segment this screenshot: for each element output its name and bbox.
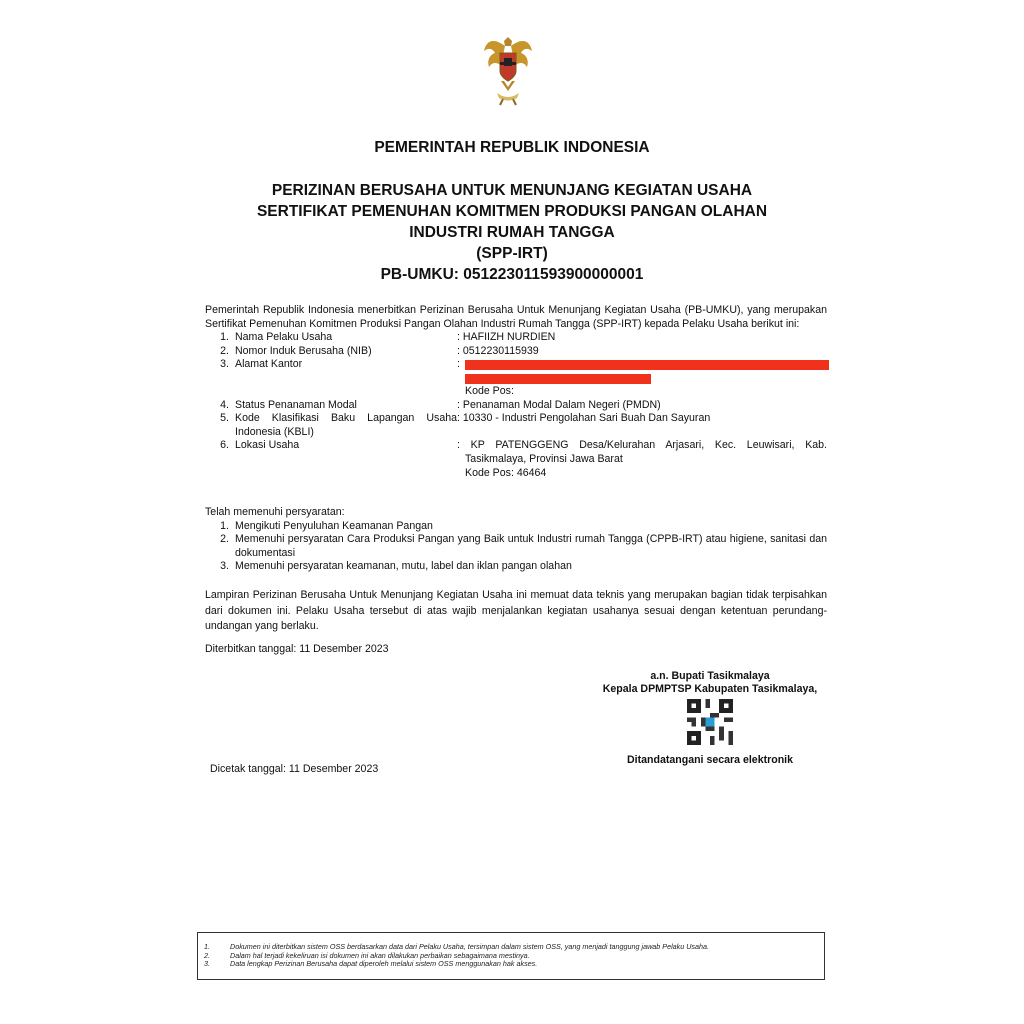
detail-row: 2. Nomor Induk Berusaha (NIB) : 0512230115939 bbox=[220, 344, 539, 357]
detail-row: 3. Alamat Kantor : Kode Pos: bbox=[205, 358, 827, 398]
redaction-bar bbox=[465, 374, 651, 384]
intro-paragraph: Pemerintah Republik Indonesia menerbitkan Perizinan Berusaha Untuk Menunjang Kegiatan Usaha (PB-UMKU), yang merupakan Sertifikat Pemenuhan Komitmen Produksi Pangan Olahan Industri Rumah Tangga (SPP-IRT) kepada Pelaku Usaha berikut ini: bbox=[205, 304, 827, 330]
title-line: PERIZINAN BERUSAHA UNTUK MENUNJANG KEGIATAN USAHA bbox=[271, 182, 753, 199]
certificate-title bbox=[0, 180, 1024, 285]
redaction-bar bbox=[465, 360, 829, 370]
detail-row: 5. Kode Klasifikasi Baku Lapangan Usaha Indonesia (KBLI) : 10330 - Industri Pengolahan Sari Buah Dan Sayuran bbox=[220, 412, 711, 438]
business-details bbox=[205, 304, 827, 480]
postal-code: Kode Pos: 46464 bbox=[465, 466, 547, 479]
detail-row: 6. Lokasi Usaha : KP PATENGGENG Desa/Kelurahan Arjasari, Kec. Leuwisari, Kab. Tasikmalaya, Provinsi Jawa Barat Kode Pos: 46464 bbox=[220, 439, 827, 479]
garuda-emblem-icon bbox=[483, 33, 533, 107]
footer-note: 1. Dokumen ini diterbitkan sistem OSS berdasarkan data dari Pelaku Usaha, tersimpan dalam sistem OSS, yang menjadi tanggung jawab Pelaku Usaha. bbox=[204, 942, 710, 951]
postal-code: Kode Pos: bbox=[465, 384, 514, 397]
qr-code-icon bbox=[687, 699, 733, 745]
government-heading: PEMERINTAH REPUBLIK INDONESIA bbox=[374, 139, 650, 156]
footer-note: 3. Data lengkap Perizinan Berusaha dapat diperoleh melalui sistem OSS menggunakan hak akses. bbox=[204, 959, 538, 969]
requirements: Telah memenuhi persyaratan: 1. Mengikuti Penyuluhan Keamanan Pangan 2. Memenuhi persyaratan Cara Produksi Pangan yang Baik untuk Industri rumah Tangga (CPPB-IRT) atau higiene, sanitasi dan dokumentasi 3. Memenuhi persyaratan keamanan, mutu, label dan iklan pangan olahan bbox=[205, 506, 827, 573]
detail-row: 1. Nama Pelaku Usaha : HAFIIZH NURDIEN bbox=[220, 331, 556, 344]
signature-block: a.n. Bupati Tasikmalaya Kepala DPMPTSP Kabupaten Tasikmalaya, Ditandatangani secara elektronik bbox=[602, 670, 818, 766]
requirement-item: 1. Mengikuti Penyuluhan Keamanan Pangan bbox=[220, 519, 433, 532]
pb-umku-number: PB-UMKU: 051223011593900000001 bbox=[380, 266, 644, 283]
title-line: INDUSTRI RUMAH TANGGA bbox=[409, 224, 615, 241]
title-line: SERTIFIKAT PEMENUHAN KOMITMEN PRODUKSI PANGAN OLAHAN bbox=[256, 203, 768, 220]
attachment-paragraph: Lampiran Perizinan Berusaha Untuk Menunjang Kegiatan Usaha ini memuat data teknis yang merupakan bagian tidak terpisahkan dari dokumen ini. Pelaku Usaha tersebut di atas wajib menjalankan kegiatan usahanya sesuai dengan ketentuan perundang-undangan yang berlaku. bbox=[205, 589, 827, 632]
footer-note: 2. Dalam hal terjadi kekeliruan isi dokumen ini akan dilakukan perbaikan sebagaimana mestinya. bbox=[204, 950, 530, 960]
issued-date: Diterbitkan tanggal: 11 Desember 2023 bbox=[205, 643, 389, 655]
footer-notes bbox=[197, 932, 825, 980]
detail-row: 4. Status Penanaman Modal : Penanaman Modal Dalam Negeri (PMDN) bbox=[220, 398, 661, 411]
title-line: (SPP-IRT) bbox=[476, 245, 548, 262]
requirement-item: 2. Memenuhi persyaratan Cara Produksi Pangan yang Baik untuk Industri rumah Tangga (CPPB-IRT) atau higiene, sanitasi dan dokumentasi bbox=[220, 533, 827, 559]
requirement-item: 3. Memenuhi persyaratan keamanan, mutu, label dan iklan pangan olahan bbox=[220, 560, 572, 573]
printed-date: Dicetak tanggal: 11 Desember 2023 bbox=[210, 763, 379, 775]
